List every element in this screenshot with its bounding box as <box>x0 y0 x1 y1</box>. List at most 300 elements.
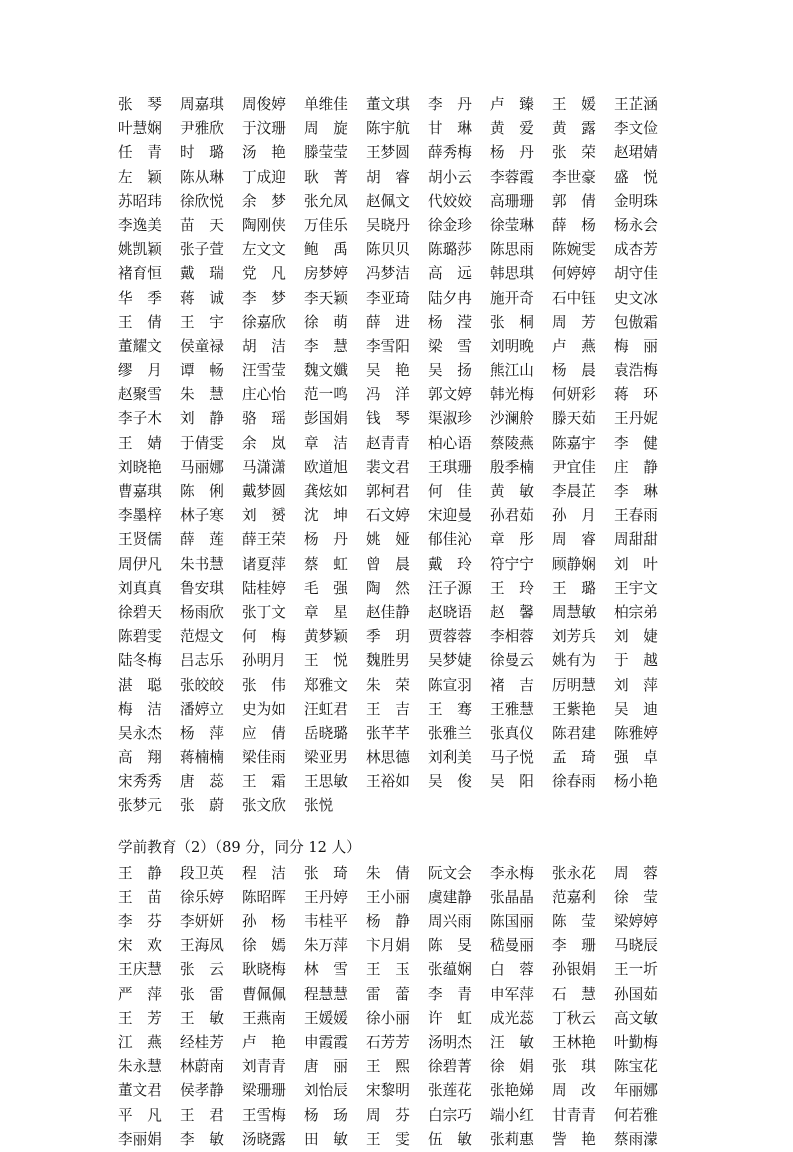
student-name: 王紫艳 <box>552 700 596 718</box>
student-name: 潘婷立 <box>180 700 224 718</box>
student-name: 张 伟 <box>242 676 286 694</box>
student-name: 张莲花 <box>428 1082 472 1100</box>
student-name: 伍 敏 <box>428 1130 472 1148</box>
student-name: 谭 畅 <box>180 362 224 380</box>
student-name: 王媛媛 <box>304 1009 348 1027</box>
student-name: 郭 倩 <box>552 192 596 210</box>
student-name: 徐 萌 <box>304 313 348 331</box>
student-name: 王庆慧 <box>118 961 162 979</box>
student-name: 郑雅文 <box>304 676 348 694</box>
student-name: 唐 丽 <box>304 1058 348 1076</box>
student-name: 周甜甜 <box>614 531 658 549</box>
student-name: 熊江山 <box>490 362 534 380</box>
student-name: 胡小云 <box>428 168 472 186</box>
document-page <box>118 93 678 1152</box>
student-name: 胡 洁 <box>242 337 286 355</box>
student-name: 李亚琦 <box>366 289 410 307</box>
student-name: 徐 嫣 <box>242 937 286 955</box>
student-name: 史为如 <box>242 700 286 718</box>
student-name: 王 璐 <box>552 579 596 597</box>
student-name: 李天颖 <box>304 289 348 307</box>
student-name: 孙国茹 <box>614 985 658 1003</box>
student-name: 陈思雨 <box>490 241 534 259</box>
student-name: 王 苗 <box>118 888 162 906</box>
student-name: 余 岚 <box>242 434 286 452</box>
student-name: 张皎皎 <box>180 676 224 694</box>
student-name: 徐欣悦 <box>180 192 224 210</box>
student-name: 骆 瑶 <box>242 410 286 428</box>
student-name: 陈碧雯 <box>118 628 162 646</box>
student-name: 陈国丽 <box>490 913 534 930</box>
student-name: 万佳乐 <box>304 216 348 234</box>
student-name: 戴 玲 <box>428 555 472 573</box>
student-name: 应 倩 <box>242 724 286 742</box>
student-name: 王 骞 <box>428 700 472 718</box>
student-name: 宋迎曼 <box>428 507 472 525</box>
student-name: 蔡雨濛 <box>614 1130 658 1148</box>
student-name: 胡 睿 <box>366 168 410 186</box>
student-name: 滕莹莹 <box>304 144 348 162</box>
student-name: 苏昭玮 <box>118 192 162 210</box>
student-name: 丁成迎 <box>242 168 286 186</box>
student-name: 汤晓露 <box>242 1130 286 1148</box>
student-name: 鲁安琪 <box>180 579 224 597</box>
student-name: 裴文君 <box>366 458 410 476</box>
student-name: 石文婷 <box>366 507 410 525</box>
student-name: 薛 进 <box>366 313 410 331</box>
student-name: 卢 臻 <box>490 96 534 113</box>
student-name: 石 慧 <box>552 985 596 1003</box>
student-name: 唐 蕊 <box>180 773 224 791</box>
student-name: 梅 丽 <box>614 337 658 355</box>
student-name: 左 颖 <box>118 168 162 186</box>
student-name: 徐碧天 <box>118 603 162 621</box>
student-name: 杨 丹 <box>304 531 348 549</box>
student-name: 韩光梅 <box>490 386 534 404</box>
student-name: 李 敏 <box>180 1130 224 1148</box>
student-name: 蔡陵燕 <box>490 434 534 452</box>
student-name: 梁佳雨 <box>242 749 286 767</box>
student-name: 宋秀秀 <box>118 773 162 791</box>
student-name: 岳晓璐 <box>304 724 348 742</box>
student-name: 朱 荣 <box>366 676 410 694</box>
student-name: 张永花 <box>552 864 596 882</box>
student-name: 汪子源 <box>428 579 472 597</box>
student-name: 陈宣羽 <box>428 676 472 694</box>
student-name: 王小丽 <box>366 888 410 906</box>
student-name: 平 凡 <box>118 1106 162 1124</box>
student-name: 王 雯 <box>366 1130 410 1148</box>
student-name: 田 敏 <box>304 1130 348 1148</box>
student-name: 强 卓 <box>614 749 658 767</box>
student-name: 周俊婷 <box>242 96 286 113</box>
student-name: 陈贝贝 <box>366 241 410 259</box>
student-name: 郭文婷 <box>428 386 472 404</box>
student-name: 缪 月 <box>118 362 162 380</box>
student-name: 李 珊 <box>552 937 596 955</box>
student-name: 张 桐 <box>490 313 534 331</box>
student-name: 李 丹 <box>428 96 472 113</box>
student-name: 李 慧 <box>304 337 348 355</box>
student-name: 王 君 <box>180 1106 224 1124</box>
name-list-section-1 <box>118 93 678 819</box>
student-name: 赵晓语 <box>428 603 472 621</box>
student-name: 李世豪 <box>552 168 596 186</box>
student-name: 杨 滢 <box>428 313 472 331</box>
student-name: 周嘉琪 <box>180 96 224 113</box>
student-name: 陈君建 <box>552 724 596 742</box>
student-name: 叶慧娴 <box>118 120 162 138</box>
student-name: 尹宜佳 <box>552 458 596 476</box>
student-name: 陆夕冉 <box>428 289 472 307</box>
student-name: 华 季 <box>118 289 162 307</box>
student-name: 吴梦婕 <box>428 652 472 670</box>
student-name: 殷季楠 <box>490 458 534 476</box>
student-name: 严 萍 <box>118 985 162 1003</box>
student-name: 陈昭晖 <box>242 888 286 906</box>
student-name: 张 云 <box>180 961 224 979</box>
student-name: 张允凤 <box>304 192 348 210</box>
student-name: 徐莹琳 <box>490 216 534 234</box>
student-name: 于倩雯 <box>180 434 224 452</box>
student-name: 林子寒 <box>180 507 224 525</box>
student-name: 王春雨 <box>614 507 658 525</box>
student-name: 李子木 <box>118 410 162 428</box>
student-name: 滕天茹 <box>552 410 596 428</box>
student-name: 白 蓉 <box>490 961 534 979</box>
student-name: 梁 雪 <box>428 337 472 355</box>
student-name: 陈宇航 <box>366 120 410 138</box>
student-name: 吴 扬 <box>428 362 472 380</box>
student-name: 褚 吉 <box>490 676 534 694</box>
student-name: 薛王荣 <box>242 531 286 549</box>
student-name: 李晨芷 <box>552 483 596 500</box>
student-name: 范一鸣 <box>304 386 348 404</box>
student-name: 王 芳 <box>118 1009 162 1027</box>
student-name: 端小红 <box>490 1106 534 1124</box>
student-name: 刘 静 <box>180 410 224 428</box>
student-name: 虞建静 <box>428 888 472 906</box>
student-name: 马潇潇 <box>242 458 286 476</box>
student-name: 张莉惠 <box>490 1130 534 1148</box>
student-name: 陈婉雯 <box>552 241 596 259</box>
student-name: 党 凡 <box>242 265 286 283</box>
student-name: 吕志乐 <box>180 652 224 670</box>
student-name: 章 洁 <box>304 434 348 452</box>
student-name: 程 洁 <box>242 864 286 882</box>
student-name: 符宁宁 <box>490 555 534 573</box>
student-name: 贾蓉蓉 <box>428 628 472 646</box>
student-name: 侯孝静 <box>180 1082 224 1100</box>
student-name: 柏心语 <box>428 434 472 452</box>
student-name: 李雪阳 <box>366 337 410 355</box>
student-name: 陶 然 <box>366 579 410 597</box>
student-name: 湛 聪 <box>118 676 162 694</box>
name-list-section-2 <box>118 862 678 1152</box>
student-name: 黄 敏 <box>490 483 534 500</box>
student-name: 王 玉 <box>366 961 410 979</box>
student-name: 侯童禄 <box>180 337 224 355</box>
student-name: 柏宗弟 <box>614 603 658 621</box>
student-name: 周 芳 <box>552 313 596 331</box>
student-name: 张蕴娴 <box>428 961 472 979</box>
student-name: 陈 莹 <box>552 913 596 930</box>
student-name: 王雪梅 <box>242 1106 286 1124</box>
student-name: 朱书慧 <box>180 555 224 573</box>
student-name: 赵 馨 <box>490 603 534 621</box>
student-name: 蒋楠楠 <box>180 749 224 767</box>
student-name: 胡守佳 <box>614 265 658 283</box>
student-name: 杨 静 <box>366 913 410 930</box>
student-name: 经桂芳 <box>180 1033 224 1051</box>
student-name: 王雅慧 <box>490 700 534 718</box>
student-name: 王 宇 <box>180 313 224 331</box>
student-name: 袁浩梅 <box>614 362 658 380</box>
student-name: 欧道旭 <box>304 458 348 476</box>
student-name: 吴 迪 <box>614 700 658 718</box>
student-name: 李永梅 <box>490 864 534 882</box>
student-name: 韩思琪 <box>490 265 534 283</box>
student-name: 马晓辰 <box>614 937 658 955</box>
student-name: 彭国娟 <box>304 410 348 428</box>
student-name: 何若雅 <box>614 1106 658 1124</box>
student-name: 徐碧菁 <box>428 1058 472 1076</box>
student-name: 梁婷婷 <box>614 913 658 930</box>
student-name: 时 璐 <box>180 144 224 162</box>
student-name: 丁秋云 <box>552 1009 596 1027</box>
student-name: 杨 玚 <box>304 1106 348 1124</box>
student-name: 施开奇 <box>490 289 534 307</box>
student-name: 李相蓉 <box>490 628 534 646</box>
student-name: 赵佩文 <box>366 192 410 210</box>
student-name: 朱万萍 <box>304 937 348 955</box>
student-name: 王 敏 <box>180 1009 224 1027</box>
student-name: 张芊芊 <box>366 724 410 742</box>
student-name: 李蓉霞 <box>490 168 534 186</box>
student-name: 白宗巧 <box>428 1106 472 1124</box>
student-name: 刘青青 <box>242 1058 286 1076</box>
student-name: 马子悦 <box>490 749 534 767</box>
student-name: 吴晓丹 <box>366 216 410 234</box>
student-name: 房梦婷 <box>304 265 348 283</box>
student-name: 孙明月 <box>242 652 286 670</box>
student-name: 周伊凡 <box>118 555 162 573</box>
student-name: 冯梦洁 <box>366 265 410 283</box>
student-name: 张子萱 <box>180 241 224 259</box>
student-name: 王 悦 <box>304 652 348 670</box>
student-name: 卢 艳 <box>242 1033 286 1051</box>
student-name: 盛 悦 <box>614 168 658 186</box>
student-name: 梁珊珊 <box>242 1082 286 1100</box>
student-name: 张梦元 <box>118 797 162 815</box>
student-name: 左文文 <box>242 241 286 259</box>
student-name: 戴 瑞 <box>180 265 224 283</box>
student-name: 高 远 <box>428 265 472 283</box>
student-name: 陆冬梅 <box>118 652 162 670</box>
student-name: 年丽娜 <box>614 1082 658 1100</box>
student-name: 苗 天 <box>180 216 224 234</box>
student-name: 董文琪 <box>366 96 410 113</box>
student-name: 诸夏萍 <box>242 555 286 573</box>
student-name: 汪 敏 <box>490 1033 534 1051</box>
student-name: 庄心怡 <box>242 386 286 404</box>
student-name: 张 荣 <box>552 144 596 162</box>
student-name: 金明珠 <box>614 192 658 210</box>
student-name: 吴永杰 <box>118 724 162 742</box>
student-name: 何 佳 <box>428 483 472 500</box>
student-name: 汤明杰 <box>428 1033 472 1051</box>
student-name: 蒋 环 <box>614 386 658 404</box>
student-name: 陈雅婷 <box>614 724 658 742</box>
student-name: 曹佩佩 <box>242 985 286 1003</box>
student-name: 王梦圆 <box>366 144 410 162</box>
student-name: 董文君 <box>118 1082 162 1100</box>
student-name: 孟 琦 <box>552 749 596 767</box>
student-name: 姚 娅 <box>366 531 410 549</box>
student-name: 龚炫如 <box>304 483 348 500</box>
student-name: 李 青 <box>428 985 472 1003</box>
student-name: 周 睿 <box>552 531 596 549</box>
student-name: 刘 婕 <box>614 628 658 646</box>
student-name: 段卫英 <box>180 864 224 882</box>
student-name: 徐曼云 <box>490 652 534 670</box>
student-name: 史文冰 <box>614 289 658 307</box>
student-name: 赵珺婧 <box>614 144 658 162</box>
student-name: 赵青青 <box>366 434 410 452</box>
student-name: 刘芳兵 <box>552 628 596 646</box>
student-name: 曹嘉琪 <box>118 483 162 500</box>
student-name: 陈 旻 <box>428 937 472 955</box>
student-name: 徐金珍 <box>428 216 472 234</box>
student-name: 赵聚雪 <box>118 386 162 404</box>
student-name: 杨雨欣 <box>180 603 224 621</box>
student-name: 徐嘉欣 <box>242 313 286 331</box>
student-name: 刘明晚 <box>490 337 534 355</box>
student-name: 王 婧 <box>118 434 162 452</box>
student-name: 申霞霞 <box>304 1033 348 1051</box>
student-name: 徐乐婷 <box>180 888 224 906</box>
student-name: 李妍妍 <box>180 913 224 930</box>
student-name: 王 玲 <box>490 579 534 597</box>
student-name: 张 蔚 <box>180 797 224 815</box>
student-name: 王一圻 <box>614 961 658 979</box>
student-name: 徐小丽 <box>366 1009 410 1027</box>
student-name: 朱 慧 <box>180 386 224 404</box>
student-name: 孙君茹 <box>490 507 534 525</box>
student-name: 刘 叶 <box>614 555 658 573</box>
student-name: 王林艳 <box>552 1033 596 1051</box>
student-name: 沙澜舲 <box>490 410 534 428</box>
student-name: 王丹婷 <box>304 888 348 906</box>
student-name: 郭柯君 <box>366 483 410 500</box>
student-name: 阮文会 <box>428 864 472 882</box>
student-name: 张丁文 <box>242 603 286 621</box>
student-name: 厉明慧 <box>552 676 596 694</box>
student-name: 吴 阳 <box>490 773 534 791</box>
student-name: 石中钰 <box>552 289 596 307</box>
student-name: 鲍 禹 <box>304 241 348 259</box>
student-name: 李 健 <box>614 434 658 452</box>
student-name: 程慧慧 <box>304 985 348 1003</box>
student-name: 张 琪 <box>552 1058 596 1076</box>
student-name: 渠淑珍 <box>428 410 472 428</box>
student-name: 甘 琳 <box>428 120 472 138</box>
student-name: 李 芬 <box>118 913 162 930</box>
student-name: 张雅兰 <box>428 724 472 742</box>
student-name: 张文欣 <box>242 797 286 815</box>
student-name: 黄 爱 <box>490 120 534 138</box>
student-name: 徐 莹 <box>614 888 658 906</box>
student-name: 何妍彩 <box>552 386 596 404</box>
student-name: 林思德 <box>366 749 410 767</box>
student-name: 王芷涵 <box>614 96 658 113</box>
student-name: 张 雷 <box>180 985 224 1003</box>
student-name: 周 蓉 <box>614 864 658 882</box>
student-name: 周慧敏 <box>552 603 596 621</box>
student-name: 汪虹君 <box>304 700 348 718</box>
student-name: 范煜文 <box>180 628 224 646</box>
student-name: 王 熙 <box>366 1058 410 1076</box>
student-name: 曾 晨 <box>366 555 410 573</box>
student-name: 李 琳 <box>614 483 658 500</box>
student-name: 何婷婷 <box>552 265 596 283</box>
student-name: 耿 菁 <box>304 168 348 186</box>
student-name: 王思敏 <box>304 773 348 791</box>
student-name: 冯 洋 <box>366 386 410 404</box>
student-name: 姚凯颖 <box>118 241 162 259</box>
student-name: 周 改 <box>552 1082 596 1100</box>
student-name: 魏文孅 <box>304 362 348 380</box>
student-name: 耿晓梅 <box>242 961 286 979</box>
student-name: 朱永慧 <box>118 1058 162 1076</box>
student-name: 吴 艳 <box>366 362 410 380</box>
student-name: 章 星 <box>304 603 348 621</box>
student-name: 毛 强 <box>304 579 348 597</box>
student-name: 孙 月 <box>552 507 596 525</box>
student-name: 江 燕 <box>118 1033 162 1051</box>
student-name: 王 霜 <box>242 773 286 791</box>
student-name: 单维佳 <box>304 96 348 113</box>
student-name: 王燕南 <box>242 1009 286 1027</box>
student-name: 尹雅欣 <box>180 120 224 138</box>
student-name: 赵佳静 <box>366 603 410 621</box>
student-name: 季 玥 <box>366 628 410 646</box>
student-name: 姚有为 <box>552 652 596 670</box>
student-name: 马丽娜 <box>180 458 224 476</box>
student-name: 李墨梓 <box>118 507 162 525</box>
student-name: 何 梅 <box>242 628 286 646</box>
student-name: 王贤儒 <box>118 531 162 549</box>
student-name: 薛 杨 <box>552 216 596 234</box>
student-name: 杨永会 <box>614 216 658 234</box>
student-name: 魏胜男 <box>366 652 410 670</box>
student-name: 朱 倩 <box>366 864 410 882</box>
student-name: 汤 艳 <box>242 144 286 162</box>
student-name: 蔡 虹 <box>304 555 348 573</box>
student-name: 刘 萍 <box>614 676 658 694</box>
student-name: 薛秀梅 <box>428 144 472 162</box>
student-name: 李 梦 <box>242 289 286 307</box>
student-name: 周 旋 <box>304 120 348 138</box>
student-name: 刘晓艳 <box>118 458 162 476</box>
student-name: 梅 洁 <box>118 700 162 718</box>
student-name: 高文敏 <box>614 1009 658 1027</box>
student-name: 卞月娟 <box>366 937 410 955</box>
student-name: 章 彤 <box>490 531 534 549</box>
student-name: 孙银娟 <box>552 961 596 979</box>
student-name: 李逸美 <box>118 216 162 234</box>
student-name: 庄 静 <box>614 458 658 476</box>
